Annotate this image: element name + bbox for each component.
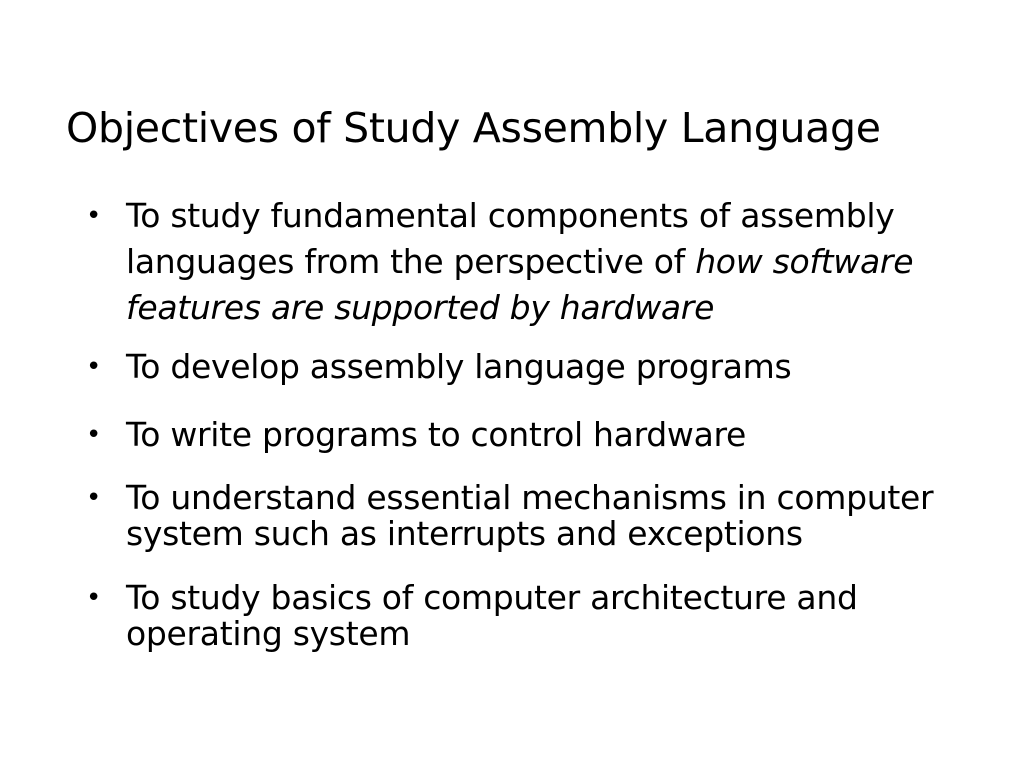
bullet-text: To study fundamental components of assembly languages from the perspective of bbox=[126, 196, 895, 281]
slide-title: Objectives of Study Assembly Language bbox=[66, 104, 881, 152]
bullet-emphasis-text: how software features are supported by hardware bbox=[126, 242, 914, 327]
bullet-text: To understand essential mechanisms in computer system such as interrupts and exceptions bbox=[126, 478, 934, 553]
bullet-text: To write programs to control hardware bbox=[126, 415, 747, 454]
bullet-marker: • bbox=[86, 352, 102, 382]
bullet-marker: • bbox=[86, 420, 102, 450]
bullet-marker: • bbox=[86, 483, 102, 513]
bullet-item-develop-programs bbox=[86, 344, 946, 390]
bullet-text: To study basics of computer architecture and operating system bbox=[126, 578, 858, 653]
bullet-item-fundamental-components bbox=[86, 193, 946, 331]
bullet-text: To develop assembly language programs bbox=[126, 347, 792, 386]
bullet-list bbox=[86, 193, 946, 652]
bullet-item-essential-mechanisms bbox=[86, 480, 946, 552]
bullet-marker: • bbox=[86, 201, 102, 231]
bullet-marker: • bbox=[86, 583, 102, 613]
bullet-item-architecture-os bbox=[86, 580, 946, 652]
bullet-item-control-hardware bbox=[86, 412, 946, 458]
